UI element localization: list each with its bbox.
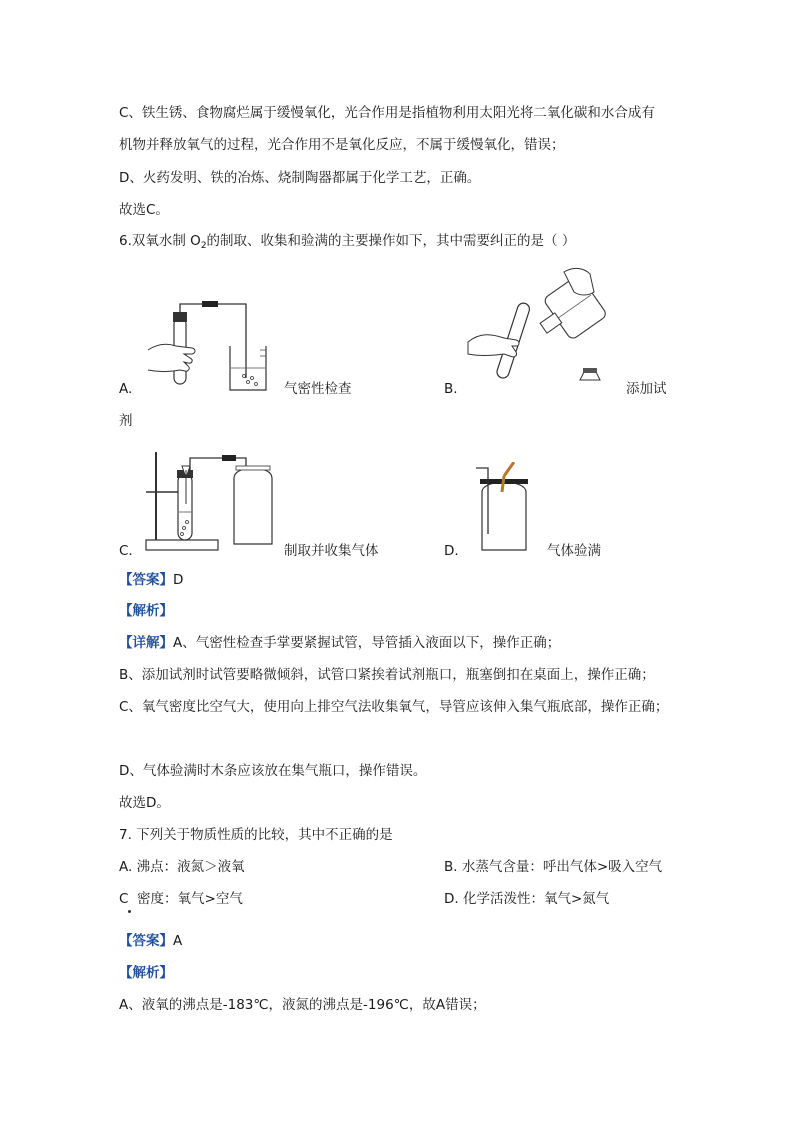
figure-produce-collect-gas [142, 448, 278, 552]
text-line-2: 机物并释放氧气的过程，光合作用不是氧化反应，不属于缓慢氧化，错误； [119, 137, 565, 153]
option-d-letter: D. [444, 543, 459, 559]
q7-option-c [119, 890, 243, 908]
figure-airtightness-check [140, 292, 282, 392]
dot-mark [128, 910, 131, 913]
q7-option-d: D. 化学活泼性：氧气>氮气 [444, 891, 610, 907]
answer-value: D [173, 572, 184, 588]
analysis-label-q7-text: 【解析】 [119, 965, 173, 981]
option-c-letter: C. [119, 543, 133, 559]
analysis-label-q7 [119, 964, 173, 982]
figure-adding-reagent [464, 262, 608, 390]
analysis-label: 【解析】 [119, 603, 173, 619]
conclusion-q6: 故选D。 [119, 795, 170, 811]
option-a-letter: A. [119, 381, 133, 397]
answer-label: 【答案】 [119, 572, 173, 588]
stem-post: 的制取、收集和验满的主要操作如下，其中需要纠正的是（ ） [206, 233, 576, 249]
figure-gas-full-check [474, 462, 536, 552]
option-b-caption-cont: 剂 [119, 413, 133, 429]
question-6-stem [119, 232, 575, 255]
analysis-label-q6 [119, 602, 173, 620]
detail-a: A、气密性检查手掌要紧握试管，导管插入液面以下，操作正确； [173, 635, 561, 651]
answer-line-q6 [119, 571, 183, 589]
text-line-1: C、铁生锈、食物腐烂属于缓慢氧化，光合作用是指植物利用太阳光将二氧化碳和水合成有 [119, 105, 655, 121]
detail-label: 【详解】 [119, 635, 173, 651]
answer-line-q7 [119, 932, 182, 950]
answer-label-q7: 【答案】 [119, 933, 173, 949]
q7-option-b: B. 水蒸气含量：呼出气体>吸入空气 [444, 859, 663, 875]
text-line-4: 故选C。 [119, 202, 169, 218]
detail-b-line: B、添加试剂时试管要略微倾斜，试管口紧挨着试剂瓶口，瓶塞倒扣在桌面上，操作正确； [119, 667, 655, 683]
option-a-caption: 气密性检查 [284, 381, 352, 397]
stem-pre: 6.双氧水制 O [119, 233, 201, 249]
detail-a-line [119, 634, 560, 652]
stem-subscript: 2 [200, 241, 207, 251]
option-b-caption: 添加试 [626, 381, 667, 397]
q7-option-c-text: 密度：氧气>空气 [137, 891, 243, 907]
option-d-caption: 气体验满 [547, 543, 601, 559]
detail-d-line: D、气体验满时木条应该放在集气瓶口，操作错误。 [119, 763, 427, 779]
option-b-letter: B. [444, 381, 458, 397]
q7-option-c-letter: C [119, 891, 129, 907]
answer-value-q7: A [173, 933, 183, 949]
q7-option-a: A. 沸点：液氮＞液氧 [119, 859, 245, 875]
option-c-caption: 制取并收集气体 [284, 543, 379, 559]
detail-c-line: C、氧气密度比空气大，使用向上排空气法收集氧气，导管应该伸入集气瓶底部，操作正确； [119, 699, 669, 715]
text-line-3: D、火药发明、铁的冶炼、烧制陶器都属于化学工艺，正确。 [119, 170, 481, 186]
question-7-stem: 7. 下列关于物质性质的比较，其中不正确的是 [119, 827, 393, 843]
q7-detail-a: A、液氧的沸点是-183℃，液氮的沸点是-196℃，故A错误； [119, 997, 486, 1013]
